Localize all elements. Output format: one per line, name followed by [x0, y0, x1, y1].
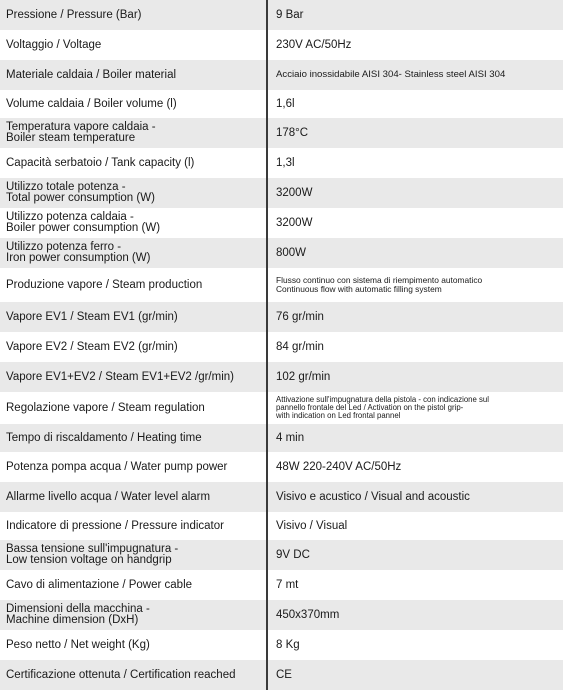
row-label: Bassa tensione sull'impugnatura - Low tension voltage on handgrip — [6, 543, 179, 566]
table-row — [0, 302, 563, 332]
table-row — [0, 570, 563, 600]
row-value: 230V AC/50Hz — [276, 38, 352, 51]
row-label: Vapore EV1+EV2 / Steam EV1+EV2 /gr/min) — [6, 370, 234, 383]
row-value: 1,3l — [276, 156, 295, 169]
table-row — [0, 332, 563, 362]
row-value: Visivo / Visual — [276, 519, 348, 532]
row-value: 3200W — [276, 216, 313, 229]
row-value: 84 gr/min — [276, 340, 324, 353]
row-label: Indicatore di pressione / Pressure indicator — [6, 519, 224, 532]
table-row — [0, 630, 563, 660]
table-row — [0, 148, 563, 178]
table-row — [0, 0, 563, 30]
table-row — [0, 238, 563, 268]
row-label: Allarme livello acqua / Water level alarm — [6, 490, 211, 503]
row-value: 102 gr/min — [276, 370, 331, 383]
table-row — [0, 424, 563, 452]
row-label: Vapore EV1 / Steam EV1 (gr/min) — [6, 310, 178, 323]
table-row — [0, 60, 563, 90]
row-label: Tempo di riscaldamento / Heating time — [6, 431, 202, 444]
row-value: 9 Bar — [276, 8, 304, 21]
row-label: Produzione vapore / Steam production — [6, 278, 203, 291]
row-value: Flusso continuo con sistema di riempimento automatico Continuous flow with automatic filling system — [276, 275, 483, 294]
row-value: 450x370mm — [276, 608, 340, 621]
row-label: Utilizzo potenza ferro - Iron power consumption (W) — [6, 241, 151, 264]
table-row — [0, 540, 563, 570]
row-value: 7 mt — [276, 578, 299, 591]
table-row — [0, 392, 563, 424]
table-row — [0, 512, 563, 540]
row-value: 1,6l — [276, 97, 295, 110]
row-label: Volume caldaia / Boiler volume (l) — [6, 97, 177, 110]
table-row — [0, 90, 563, 118]
row-label: Utilizzo potenza caldaia - Boiler power consumption (W) — [6, 211, 161, 234]
row-value: Visivo e acustico / Visual and acoustic — [276, 490, 470, 503]
table-row — [0, 178, 563, 208]
table-row — [0, 482, 563, 512]
row-label: Peso netto / Net weight (Kg) — [6, 638, 150, 651]
row-label: Pressione / Pressure (Bar) — [6, 8, 142, 21]
row-value: 8 Kg — [276, 638, 300, 651]
row-value: Attivazione sull'impugnatura della pistola - con indicazione sul pannello frontale del Led / Activation on the pistol grip- with indication on Led frontal pannel — [276, 395, 489, 420]
row-label: Vapore EV2 / Steam EV2 (gr/min) — [6, 340, 178, 353]
row-label: Dimensioni della macchina - Machine dimension (DxH) — [6, 603, 150, 626]
row-value: 800W — [276, 246, 307, 259]
row-value: 48W 220-240V AC/50Hz — [276, 460, 402, 473]
row-label: Potenza pompa acqua / Water pump power — [6, 460, 228, 473]
table-row — [0, 362, 563, 392]
row-label: Voltaggio / Voltage — [6, 38, 102, 51]
table-row — [0, 452, 563, 482]
table-row — [0, 208, 563, 238]
row-label: Temperatura vapore caldaia - Boiler steam temperature — [6, 121, 156, 144]
table-row — [0, 118, 563, 148]
row-value: Acciaio inossidabile AISI 304- Stainless steel AISI 304 — [276, 69, 506, 80]
row-label: Materiale caldaia / Boiler material — [6, 68, 177, 81]
row-label: Regolazione vapore / Steam regulation — [6, 401, 205, 414]
row-label: Certificazione ottenuta / Certification reached — [6, 668, 236, 681]
row-label: Utilizzo totale potenza - Total power consumption (W) — [6, 181, 155, 204]
row-value: 178°C — [276, 126, 309, 139]
table-row — [0, 660, 563, 690]
row-label: Cavo di alimentazione / Power cable — [6, 578, 193, 591]
row-value: CE — [276, 668, 292, 681]
table-row — [0, 600, 563, 630]
table-row — [0, 268, 563, 302]
row-value: 4 min — [276, 431, 305, 444]
row-value: 3200W — [276, 186, 313, 199]
table-row — [0, 30, 563, 60]
row-value: 9V DC — [276, 548, 310, 561]
row-value: 76 gr/min — [276, 310, 324, 323]
row-label: Capacità serbatoio / Tank capacity (l) — [6, 156, 195, 169]
